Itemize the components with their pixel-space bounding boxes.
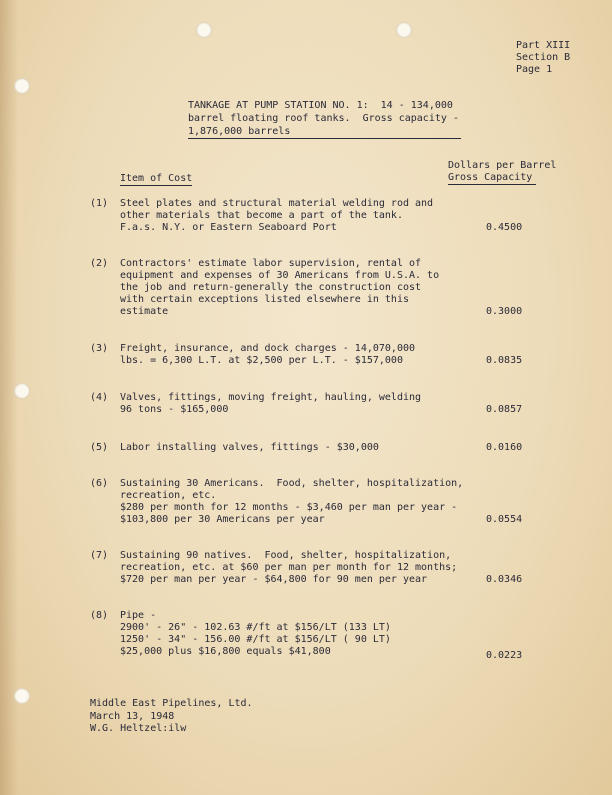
- item-description-line: 96 tons - $165,000: [120, 404, 229, 415]
- item-description-line: $103,800 per 30 Americans per year: [120, 514, 325, 525]
- item-description-line: the job and return-generally the construction cost: [120, 282, 422, 293]
- item-value: 0.0554: [486, 514, 523, 525]
- item-number: (7): [90, 550, 109, 561]
- item-description-line: equipment and expenses of 30 Americans from U.S.A. to: [120, 270, 440, 281]
- punch-hole: [14, 78, 30, 94]
- item-number: (3): [90, 343, 109, 354]
- item-description-line: Valves, fittings, moving freight, hauling, welding: [120, 392, 422, 403]
- item-description-line: F.a.s. N.Y. or Eastern Seaboard Port: [120, 222, 337, 233]
- item-description-line: $25,000 plus $16,800 equals $41,800: [120, 646, 331, 657]
- item-description-line: 2900' - 26" - 102.63 #/ft at $156/LT (133 LT): [120, 622, 391, 633]
- item-description-line: Contractors' estimate labor supervision, rental of: [120, 258, 422, 269]
- item-description-line: recreation, etc.: [120, 490, 217, 501]
- page-edge-stain: [0, 0, 18, 795]
- item-description-line: estimate: [120, 306, 169, 317]
- footer-initials: W.G. Heltzel:ilw: [90, 723, 187, 734]
- item-description-line: Steel plates and structural material welding rod and: [120, 198, 434, 209]
- footer-company: Middle East Pipelines, Ltd.: [90, 698, 253, 709]
- item-description-line: Sustaining 90 natives. Food, shelter, hospitalization,: [120, 550, 452, 561]
- item-description-line: Pipe -: [120, 610, 157, 621]
- title-line-1: TANKAGE AT PUMP STATION NO. 1: 14 - 134,000: [188, 100, 453, 111]
- title-line-2: barrel floating roof tanks. Gross capacity -: [188, 113, 459, 124]
- item-value: 0.0223: [486, 650, 523, 661]
- column-value-line-2: Gross Capacity: [448, 172, 536, 185]
- item-description-line: Sustaining 30 Americans. Food, shelter, hospitalization,: [120, 478, 464, 489]
- column-value-line-1: Dollars per Barrel: [448, 160, 557, 171]
- footer-date: March 13, 1948: [90, 711, 175, 722]
- item-number: (2): [90, 258, 109, 269]
- item-description-line: Labor installing valves, fittings - $30,000: [120, 442, 379, 453]
- item-description-line: lbs. = 6,300 L.T. at $2,500 per L.T. - $157,000: [120, 355, 403, 366]
- title-line-3: 1,876,000 barrels: [188, 126, 461, 139]
- item-number: (4): [90, 392, 109, 403]
- item-description-line: Freight, insurance, and dock charges - 14,070,000: [120, 343, 416, 354]
- item-value: 0.4500: [486, 222, 523, 233]
- item-number: (5): [90, 442, 109, 453]
- punch-hole: [14, 688, 30, 704]
- header-section: Section B: [516, 52, 571, 63]
- column-item-header: Item of Cost: [120, 173, 193, 184]
- item-value: 0.0346: [486, 574, 523, 585]
- item-number: (1): [90, 198, 109, 209]
- item-value: 0.0160: [486, 442, 523, 453]
- item-number: (6): [90, 478, 109, 489]
- punch-hole: [396, 22, 412, 38]
- item-value: 0.0857: [486, 404, 523, 415]
- item-value: 0.3000: [486, 306, 523, 317]
- item-description-line: other materials that become a part of the tank.: [120, 210, 403, 221]
- header-part: Part XIII: [516, 40, 571, 51]
- punch-hole: [14, 383, 30, 399]
- item-description-line: 1250' - 34" - 156.00 #/ft at $156/LT ( 90 LT): [120, 634, 391, 645]
- item-number: (8): [90, 610, 109, 621]
- item-description-line: $720 per man per year - $64,800 for 90 men per year: [120, 574, 428, 585]
- item-description-line: recreation, etc. at $60 per man per month for 12 months;: [120, 562, 458, 573]
- item-description-line: with certain exceptions listed elsewhere in this: [120, 294, 409, 305]
- item-value: 0.0835: [486, 355, 523, 366]
- item-description-line: $280 per month for 12 months - $3,460 per man per year -: [120, 502, 458, 513]
- header-page: Page 1: [516, 64, 553, 75]
- punch-hole: [196, 22, 212, 38]
